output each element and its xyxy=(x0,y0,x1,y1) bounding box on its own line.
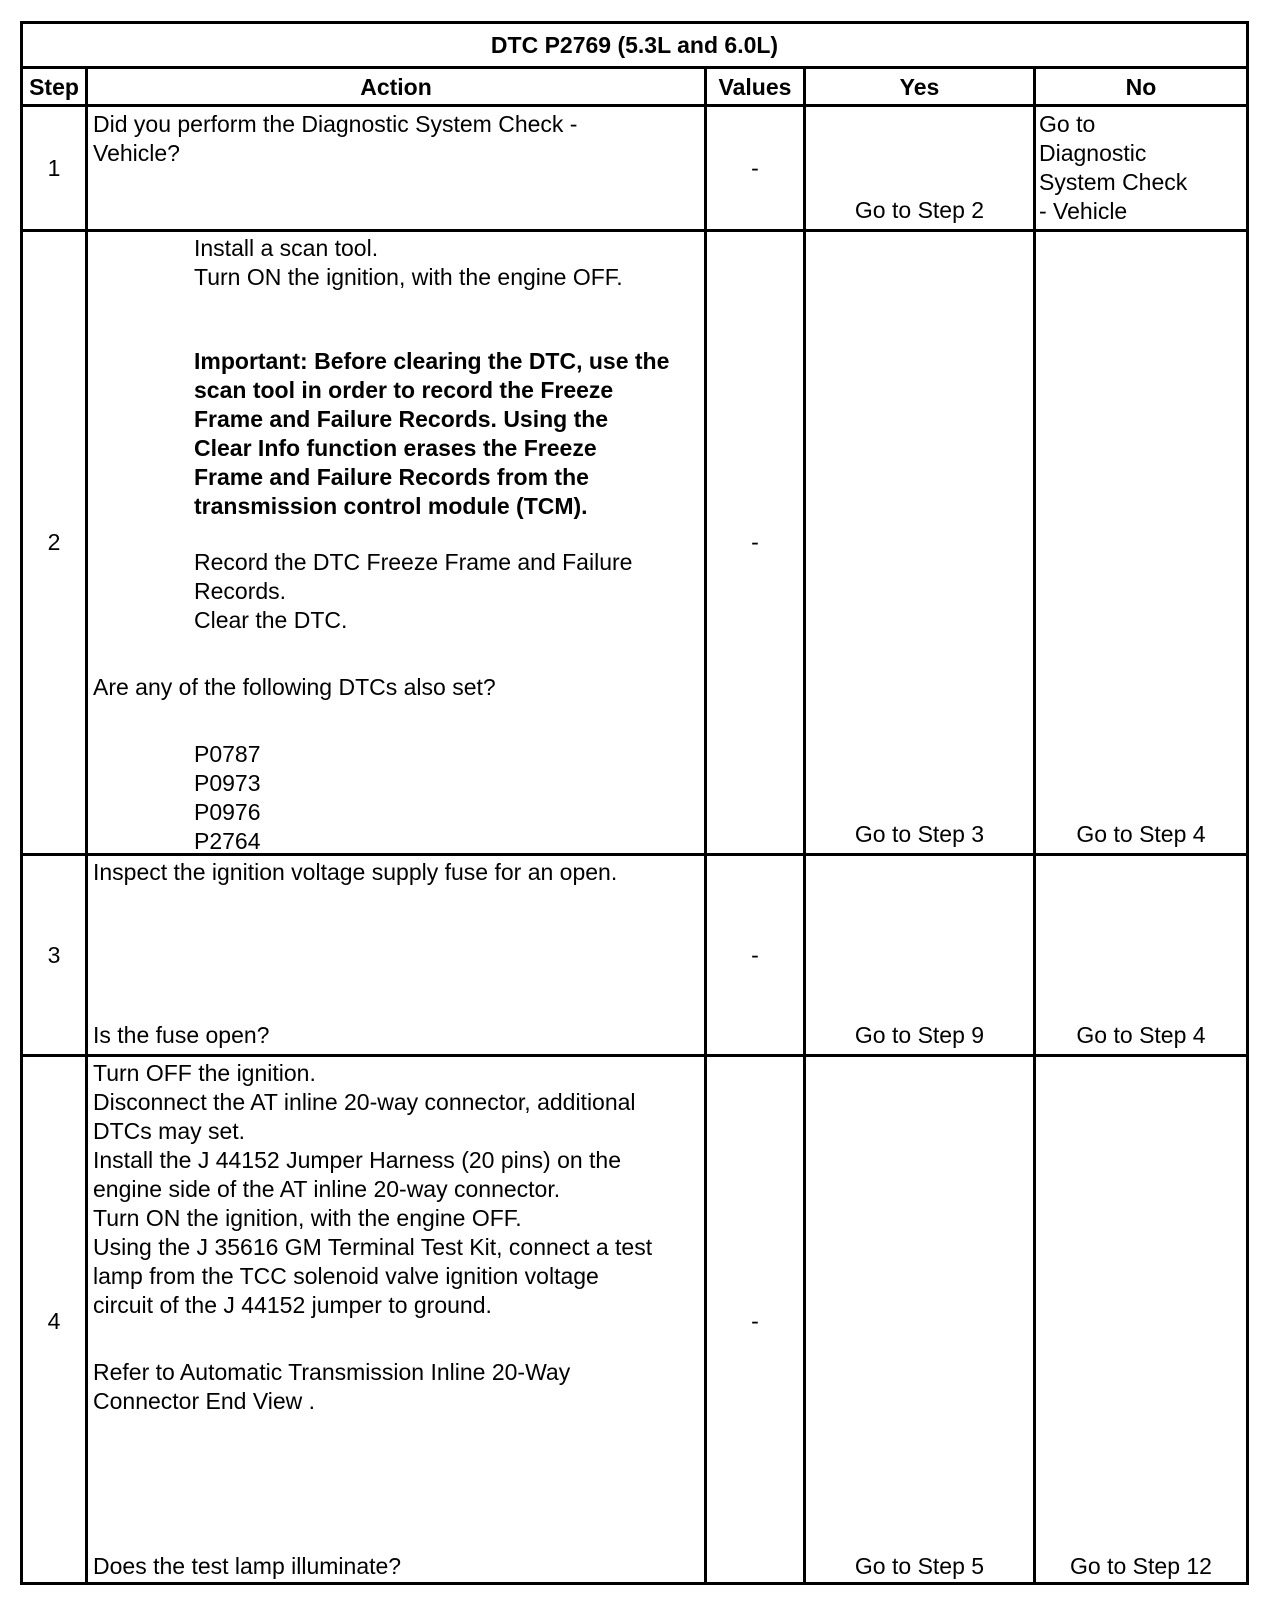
action-line: Clear the DTC. xyxy=(194,607,348,633)
action-line: Disconnect the AT inline 20-way connector, additional xyxy=(93,1089,636,1115)
spacer xyxy=(93,702,703,740)
spacer xyxy=(93,521,703,548)
spacer xyxy=(93,635,703,673)
yes-cell xyxy=(806,107,1033,229)
reference-line: Connector End View . xyxy=(93,1388,316,1414)
important-note: Frame and Failure Records from the xyxy=(194,464,589,490)
yes-cell xyxy=(806,856,1033,1054)
action-line: Turn OFF the ignition. xyxy=(93,1060,316,1086)
step-number: 1 xyxy=(47,155,61,181)
important-note: transmission control module (TCM). xyxy=(194,493,588,519)
table-title: DTC P2769 (5.3L and 6.0L) xyxy=(490,32,779,58)
action-text xyxy=(93,234,703,856)
action-text xyxy=(93,858,703,1054)
action-line: Using the J 35616 GM Terminal Test Kit, connect a test xyxy=(93,1234,653,1260)
header-values: Values xyxy=(718,74,792,100)
dtc-code: P0973 xyxy=(194,770,261,796)
reference-line: Refer to Automatic Transmission Inline 20-Way xyxy=(93,1359,571,1385)
yes-cell xyxy=(806,1057,1033,1585)
action-line: Inspect the ignition voltage supply fuse for an open. xyxy=(93,859,618,885)
yes-action: Go to Step 3 xyxy=(854,821,985,847)
spacer xyxy=(93,1320,703,1358)
question: Is the fuse open? xyxy=(93,1022,270,1048)
value-cell: - xyxy=(751,942,759,968)
no-line: Go to xyxy=(1039,111,1096,137)
no-action: Go to Step 4 xyxy=(1076,1022,1206,1048)
no-cell xyxy=(1039,110,1245,226)
step-number: 4 xyxy=(47,1308,61,1334)
no-action: Go to Step 4 xyxy=(1076,821,1206,847)
action-line: Turn ON the ignition, with the engine OFF. xyxy=(93,1205,522,1231)
action-line: lamp from the TCC solenoid valve ignition voltage xyxy=(93,1263,599,1289)
divider xyxy=(23,104,1246,107)
action-line: Install a scan tool. xyxy=(194,235,379,261)
header-no: No xyxy=(1125,74,1157,100)
spacer xyxy=(93,292,703,347)
header-step: Step xyxy=(29,74,79,100)
important-note: scan tool in order to record the Freeze xyxy=(194,377,614,403)
action-line: DTCs may set. xyxy=(93,1118,246,1144)
no-line: System Check xyxy=(1039,169,1188,195)
yes-action: Go to Step 5 xyxy=(854,1553,985,1579)
yes-cell xyxy=(806,232,1033,853)
value-cell: - xyxy=(751,155,759,181)
header-action: Action xyxy=(360,74,432,100)
dtc-code: P0976 xyxy=(194,799,261,825)
no-line: Diagnostic xyxy=(1039,140,1147,166)
column-divider xyxy=(85,66,88,1582)
no-cell xyxy=(1036,856,1246,1054)
question: Does the test lamp illuminate? xyxy=(93,1553,402,1579)
action-line: Record the DTC Freeze Frame and Failure xyxy=(194,549,633,575)
action-text xyxy=(93,1059,703,1585)
action-line: engine side of the AT inline 20-way connector. xyxy=(93,1176,561,1202)
important-note: Frame and Failure Records. Using the xyxy=(194,406,609,432)
no-cell xyxy=(1036,1057,1246,1585)
action-line: Records. xyxy=(194,578,287,604)
yes-action: Go to Step 9 xyxy=(854,1022,985,1048)
important-note: Important: Before clearing the DTC, use the xyxy=(194,348,670,374)
yes-action: Go to Step 2 xyxy=(854,197,985,223)
action-line: Vehicle? xyxy=(93,140,180,166)
important-note: Clear Info function erases the Freeze xyxy=(194,435,597,461)
action-line: Install the J 44152 Jumper Harness (20 pins) on the xyxy=(93,1147,622,1173)
value-cell: - xyxy=(751,529,759,555)
action-line: Did you perform the Diagnostic System Check - xyxy=(93,111,578,137)
question: Are any of the following DTCs also set? xyxy=(93,674,496,700)
action-text xyxy=(93,110,703,168)
action-line: Turn ON the ignition, with the engine OFF. xyxy=(194,264,623,290)
dtc-code: P0787 xyxy=(194,741,261,767)
action-line: circuit of the J 44152 jumper to ground. xyxy=(93,1292,492,1318)
header-yes: Yes xyxy=(899,74,940,100)
diagnostic-table xyxy=(20,21,1249,1585)
step-number: 2 xyxy=(47,529,61,555)
no-line: - Vehicle xyxy=(1039,198,1128,224)
value-cell: - xyxy=(751,1308,759,1334)
no-action: Go to Step 12 xyxy=(1070,1553,1212,1579)
no-cell xyxy=(1036,232,1246,853)
dtc-code: P2764 xyxy=(194,828,261,854)
step-number: 3 xyxy=(47,942,61,968)
